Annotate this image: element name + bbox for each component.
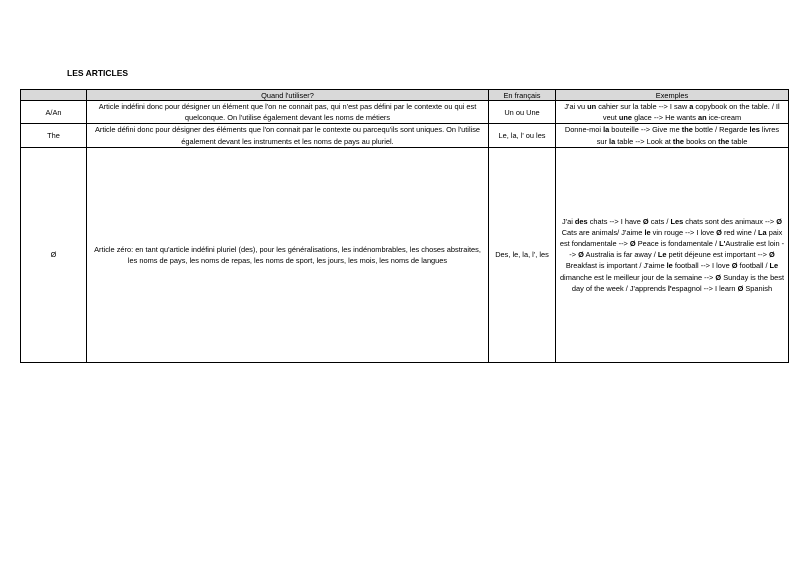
example-keyword: an <box>697 113 707 123</box>
articles-table <box>20 89 789 363</box>
example-keyword: Ø <box>737 283 744 293</box>
example-keyword: Ø <box>776 216 782 226</box>
example-keyword: les <box>749 125 760 135</box>
french-cell: Un ou Une <box>489 101 556 124</box>
page-title: LES ARTICLES <box>67 68 129 78</box>
table-row <box>21 147 789 362</box>
article-cell: The <box>21 124 87 147</box>
when-cell: Article indéfini donc pour désigner un élément que l'on ne connait pas, qui n'est pas défini par le contexte ou qui est quelconque. On l'utilise également devant les noms de métiers <box>87 101 489 124</box>
example-keyword: le <box>644 227 651 237</box>
example-keyword: le <box>666 261 673 271</box>
french-cell: Le, la, l' ou les <box>489 124 556 147</box>
header-row <box>21 90 789 101</box>
table-row <box>21 101 789 124</box>
example-keyword: Ø <box>731 261 738 271</box>
example-keyword: the <box>681 125 693 135</box>
when-cell: Article zéro: en tant qu'article indéfini pluriel (des), pour les généralisations, les indénombrables, les choses abstraites, les noms de pays, les noms de repas, les noms de sport, les jours, les mois, les noms de langues <box>87 147 489 362</box>
when-cell: Article défini donc pour désigner des éléments que l'on connait par le contexte ou parcequ'ils sont uniques. On l'utilise également devant les instruments et les noms de pays au pluriel. <box>87 124 489 147</box>
example-keyword: Ø <box>578 250 584 260</box>
example-keyword: Le <box>657 250 667 260</box>
example-keyword: a <box>689 102 694 111</box>
article-cell: A/An <box>21 101 87 124</box>
example-keyword: la <box>603 125 610 135</box>
example-keyword: un <box>587 102 597 111</box>
header-examples: Exemples <box>556 90 789 101</box>
example-keyword: L' <box>719 239 726 248</box>
header-article <box>21 90 87 101</box>
example-keyword: Ø <box>716 227 722 237</box>
example-keyword: Ø <box>629 239 636 248</box>
header-when: Quand l'utiliser? <box>87 90 489 101</box>
example-keyword: la <box>609 136 616 146</box>
article-cell: Ø <box>21 147 87 362</box>
example-keyword: Les <box>670 216 684 226</box>
example-keyword: the <box>718 136 730 146</box>
table-row <box>21 124 789 147</box>
examples-cell: Donne-moi la bouteille --> Give me the bottle / Regarde les livres sur la table --> Look at the books on the table <box>556 124 789 147</box>
example-keyword: Ø <box>715 272 722 282</box>
example-keyword: Ø <box>768 250 775 260</box>
examples-cell: J'ai vu un cahier sur la table --> I saw a copybook on the table. / Il veut une glace --> He wants an ice-cream <box>556 101 789 124</box>
example-keyword: Le <box>769 261 779 271</box>
french-cell: Des, le, la, l', les <box>489 147 556 362</box>
example-keyword: une <box>618 113 633 123</box>
example-keyword: La <box>758 227 767 237</box>
header-french: En français <box>489 90 556 101</box>
example-keyword: the <box>672 136 685 146</box>
example-keyword: des <box>574 216 588 226</box>
example-keyword: Ø <box>642 216 649 226</box>
examples-cell: J'ai des chats --> I have Ø cats / Les chats sont des animaux --> Ø Cats are animals/ J'aime le vin rouge --> I love Ø red wine / La paix est fondamentale --> Ø Peace is fondamentale / L'Australie est loin --> Ø Australia is far away / Le petit déjeune est important --> Ø Breakfast is important / J'aime le football --> I love Ø football / Le dimanche est le meilleur jour de la semaine --> Ø Sunday is the best day of the week / J'apprends l'espagnol --> I learn Ø Spanish <box>556 147 789 362</box>
example-keyword: l' <box>667 283 672 293</box>
